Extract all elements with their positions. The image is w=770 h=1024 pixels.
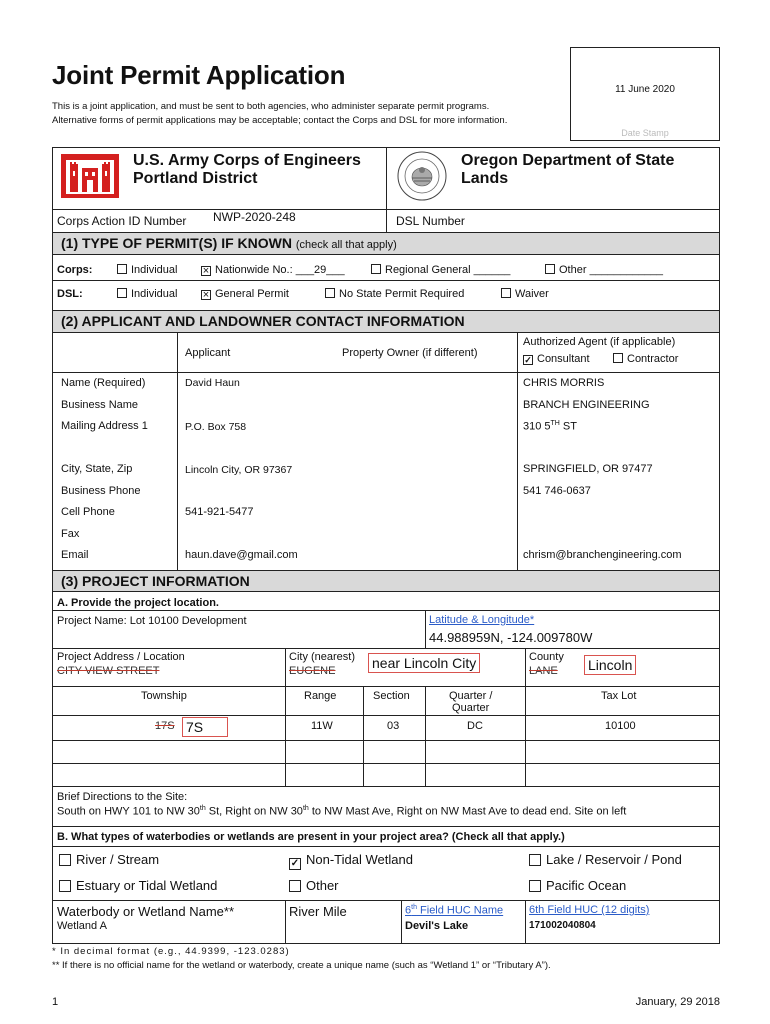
- form-title: Joint Permit Application: [52, 60, 346, 90]
- dsl-label: DSL:: [57, 288, 83, 300]
- footnote-decimal: * In decimal format (e.g., 44.9399, -123.0283): [52, 946, 290, 957]
- county-struck: LANE: [529, 665, 558, 677]
- address-label: Project Address / Location: [57, 651, 185, 663]
- huc-code-value[interactable]: 171002040804: [529, 920, 596, 931]
- river-checkbox[interactable]: River / Stream: [59, 852, 159, 867]
- waterbody-name-label: Waterbody or Wetland Name**: [57, 904, 235, 919]
- city-label: City (nearest): [289, 651, 356, 663]
- dsl-individual-checkbox[interactable]: Individual: [117, 288, 177, 300]
- agent-column-header: Authorized Agent (if applicable): [523, 336, 676, 348]
- consultant-checkbox[interactable]: ✓Consultant: [523, 353, 590, 365]
- pacific-checkbox[interactable]: Pacific Ocean: [529, 878, 626, 893]
- range-header: Range: [304, 690, 337, 702]
- section2-header: (2) APPLICANT AND LANDOWNER CONTACT INFORMATION: [53, 310, 719, 333]
- dsl-number-label: DSL Number: [396, 214, 465, 228]
- latlong-value[interactable]: 44.988959N, -124.009780W: [429, 630, 593, 645]
- county-label: County: [529, 651, 564, 663]
- city-annotation[interactable]: near Lincoln City: [368, 653, 480, 673]
- oregon-seal-icon: [396, 150, 448, 205]
- waterbody-name-value[interactable]: Wetland A: [57, 920, 107, 932]
- lake-checkbox[interactable]: Lake / Reservoir / Pond: [529, 852, 682, 867]
- river-mile-label: River Mile: [289, 904, 347, 919]
- nationwide-checkbox[interactable]: × Nationwide No.: ___29___: [201, 264, 345, 276]
- corps-logo: [61, 154, 119, 201]
- address-struck: CITY VIEW STREET: [57, 665, 160, 677]
- directions-text[interactable]: South on HWY 101 to NW 30th St, Right on NW 30th to NW Mast Ave, Right on NW Mast Ave to dead end. Site on left: [57, 805, 627, 818]
- directions-label: Brief Directions to the Site:: [57, 791, 188, 803]
- date-stamp-box: [570, 47, 720, 141]
- dsl-name: Oregon Department of State Lands: [461, 152, 675, 187]
- township-header: Township: [141, 690, 187, 702]
- other-permit-checkbox[interactable]: Other ____________: [545, 264, 663, 276]
- corps-label: Corps:: [57, 264, 93, 276]
- contractor-checkbox[interactable]: Contractor: [613, 353, 678, 365]
- corps-action-field[interactable]: NWP-2020-248: [213, 210, 296, 224]
- quarter-header: Quarter / Quarter: [449, 690, 493, 714]
- general-permit-checkbox[interactable]: × General Permit: [201, 288, 289, 300]
- huc-name-value[interactable]: Devil's Lake: [405, 920, 469, 932]
- estuary-checkbox[interactable]: Estuary or Tidal Wetland: [59, 878, 217, 893]
- location-heading: A. Provide the project location.: [57, 597, 219, 609]
- project-name[interactable]: Project Name: Lot 10100 Development: [57, 615, 247, 627]
- county-annotation[interactable]: Lincoln: [584, 655, 636, 675]
- corps-individual-checkbox[interactable]: Individual: [117, 264, 177, 276]
- huc-code-label[interactable]: 6th Field HUC (12 digits): [529, 904, 650, 916]
- owner-column-header: Property Owner (if different): [342, 347, 478, 359]
- applicant-column-header: Applicant: [185, 347, 231, 359]
- footnote-name: ** If there is no official name for the wetland or waterbody, create a unique name (such as “Wetland 1” or “Tributary A”).: [52, 960, 551, 971]
- nontidal-checkbox[interactable]: ✓ Non-Tidal Wetland: [289, 852, 413, 870]
- section1-header: (1) TYPE OF PERMIT(S) IF KNOWN (check all that apply): [53, 232, 719, 255]
- other-water-checkbox[interactable]: Other: [289, 878, 339, 893]
- waterbody-heading: B. What types of waterbodies or wetlands are present in your project area? (Check all that apply.): [57, 831, 565, 843]
- section3-header: (3) PROJECT INFORMATION: [53, 570, 719, 592]
- township-annotation[interactable]: 7S: [182, 717, 228, 737]
- corps-name: U.S. Army Corps of Engineers Portland District: [133, 152, 361, 187]
- date-stamp-label: Date Stamp: [621, 128, 669, 138]
- corps-action-label: Corps Action ID Number: [57, 214, 187, 228]
- regional-checkbox[interactable]: Regional General ______: [371, 264, 510, 276]
- page-number: 1: [52, 996, 59, 1008]
- intro-text: This is a joint application, and must be sent to both agencies, who administer separate permit programs. Alternative forms of permit applications may be acceptable; contact the Corps and DSL for more information.: [52, 101, 508, 126]
- city-struck: EUGENE: [289, 665, 336, 677]
- waiver-checkbox[interactable]: Waiver: [501, 288, 549, 300]
- no-state-permit-checkbox[interactable]: No State Permit Required: [325, 288, 464, 300]
- huc-name-label[interactable]: 6th Field HUC Name: [405, 904, 504, 917]
- section-header: Section: [373, 690, 410, 702]
- date-stamp-value: 11 June 2020: [615, 84, 675, 95]
- taxlot-header: Tax Lot: [601, 690, 637, 702]
- latlong-label[interactable]: Latitude & Longitude*: [429, 614, 535, 626]
- permit-form: U.S. Army Corps of Engineers Portland District Oregon Department of State Lands Corps Action ID Number NWP-2020-248 DSL Number (1) TYPE OF PERMIT(S) IF KNOWN (check all that apply) Corps: Individual × Nationwide No.: ___29___ Regional General ______ Other ____________ DSL: Individual × General Permit No State Permit Required Waiver (2) APPLICANT AND LANDOWNER CONTACT INFORMATION Applicant Property Owner (if different) Authorized Agent (if applicable) ✓Consultant Contractor Name (Required) David Haun CHRIS MORRIS Business Name BRANCH ENGINEERING Mailing Address 1 P.O. Box 758 310 5TH ST City, State, Zip Lincoln City, OR 97367 SPRINGFIELD, OR 97477 Business Phone 541 746-0637 Cell Phone 541-921-5477 Fax Email haun.dave@gmail.com chrism@branchengineering.com (3) PROJECT INFORMATION A. Provide the project location. Project Name: Lot 10100 Development Latitude & Longitude* 44.988959N, -124.009780W Project Address / Location CITY VIEW STREET City (nearest) EUGENE near Lincoln City County LANE Lincoln Township Range Section Quarter / Quarter Tax Lot 17S 7S 11W 03 DC 10100 Brief Directions to the Site: South on HWY 101 to NW 30th St, Right on NW 30th to NW Mast Ave, Right on NW Mast Ave to dead end. Site on left B. What types of waterbodies or wetlands are present in your project area? (Check all that apply.) River / Stream ✓ Non-Tidal Wetland Lake / Reservoir / Pond Estuary or Tidal Wetland Other Pacific Ocean Waterbody or Wetland Name** Wetland A River Mile 6th Field HUC Name Devil's Lake 6th Field HUC (12 digits) 171002040804: [52, 147, 720, 944]
- form-date: January, 29 2018: [635, 996, 720, 1008]
